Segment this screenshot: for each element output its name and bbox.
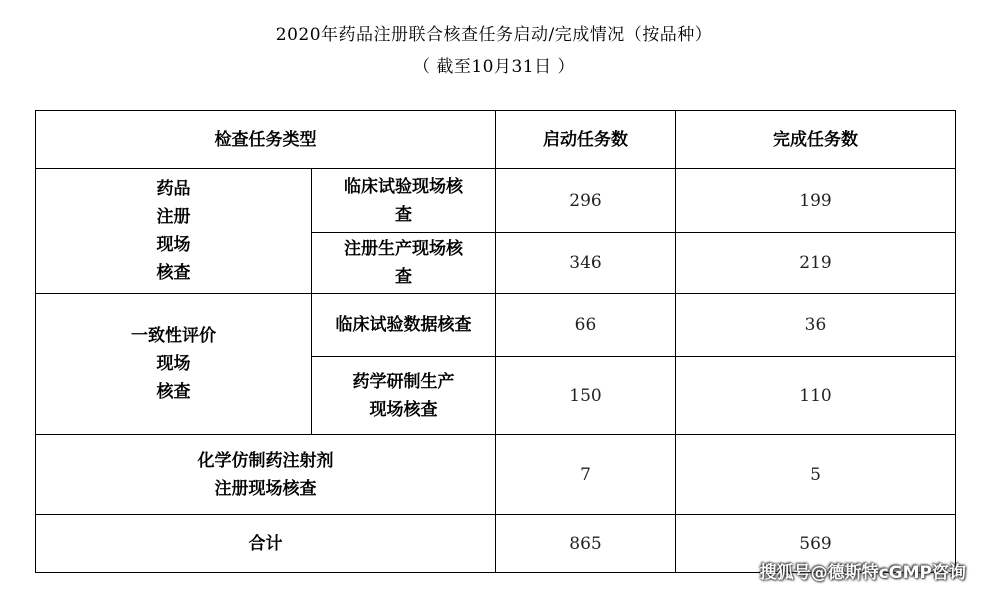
subtype-line: 临床试验现场核 bbox=[344, 176, 463, 197]
group-label-drug-registration bbox=[36, 169, 312, 294]
label-generic-injection bbox=[36, 435, 496, 515]
completed-count-cell: 219 bbox=[676, 233, 956, 294]
total-started: 865 bbox=[496, 515, 676, 573]
started-count-cell: 150 bbox=[496, 357, 676, 435]
total-label: 合计 bbox=[36, 515, 496, 573]
started-count-cell: 346 bbox=[496, 233, 676, 294]
completed-count-cell: 199 bbox=[676, 169, 956, 233]
table-title: 2020年药品注册联合核查任务启动/完成情况（按品种） bbox=[275, 25, 713, 45]
started-count-cell: 66 bbox=[496, 294, 676, 357]
group-label-line: 药品 bbox=[156, 179, 191, 199]
group-label-line: 一致性评价 bbox=[131, 326, 216, 346]
subtype-clinical-trial-site bbox=[312, 169, 496, 233]
table-subtitle-date: （ 截至10月31日 ） bbox=[412, 57, 576, 77]
table-row bbox=[36, 294, 956, 357]
subtype-line: 查 bbox=[395, 267, 412, 287]
total-completed: 569 bbox=[676, 515, 956, 573]
group-label-line: 核查 bbox=[156, 263, 191, 283]
subtype-pharmaceutical-rd-production bbox=[312, 357, 496, 435]
header-completed-count: 完成任务数 bbox=[676, 111, 956, 169]
watermark: 搜狐号@德斯特cGMP咨询 bbox=[759, 563, 966, 583]
label-line: 注册现场核查 bbox=[214, 478, 317, 499]
subtype-line: 药学研制生产 bbox=[352, 371, 455, 392]
group-label-line: 核查 bbox=[156, 382, 191, 402]
subtype-clinical-data bbox=[312, 294, 496, 357]
completed-count-cell: 5 bbox=[676, 435, 956, 515]
table-row bbox=[36, 169, 956, 233]
group-label-line: 注册 bbox=[156, 207, 191, 227]
label-line: 化学仿制药注射剂 bbox=[197, 450, 334, 471]
group-label-line: 现场 bbox=[156, 354, 191, 374]
group-label-consistency-evaluation bbox=[36, 294, 312, 435]
started-count-cell: 296 bbox=[496, 169, 676, 233]
header-task-type: 检查任务类型 bbox=[36, 111, 496, 169]
completed-count-cell: 36 bbox=[676, 294, 956, 357]
completed-count-cell: 110 bbox=[676, 357, 956, 435]
subtype-line: 现场核查 bbox=[369, 399, 438, 420]
header-row bbox=[36, 111, 956, 169]
subtype-line: 查 bbox=[395, 204, 412, 225]
subtype-line: 临床试验数据核查 bbox=[335, 315, 472, 335]
subtype-line: 注册生产现场核 bbox=[344, 239, 463, 259]
group-label-line: 现场 bbox=[156, 235, 191, 255]
subtype-registration-production-site bbox=[312, 233, 496, 294]
inspection-task-table bbox=[35, 110, 956, 573]
started-count-cell: 7 bbox=[496, 435, 676, 515]
table-row bbox=[36, 435, 956, 515]
header-started-count: 启动任务数 bbox=[496, 111, 676, 169]
